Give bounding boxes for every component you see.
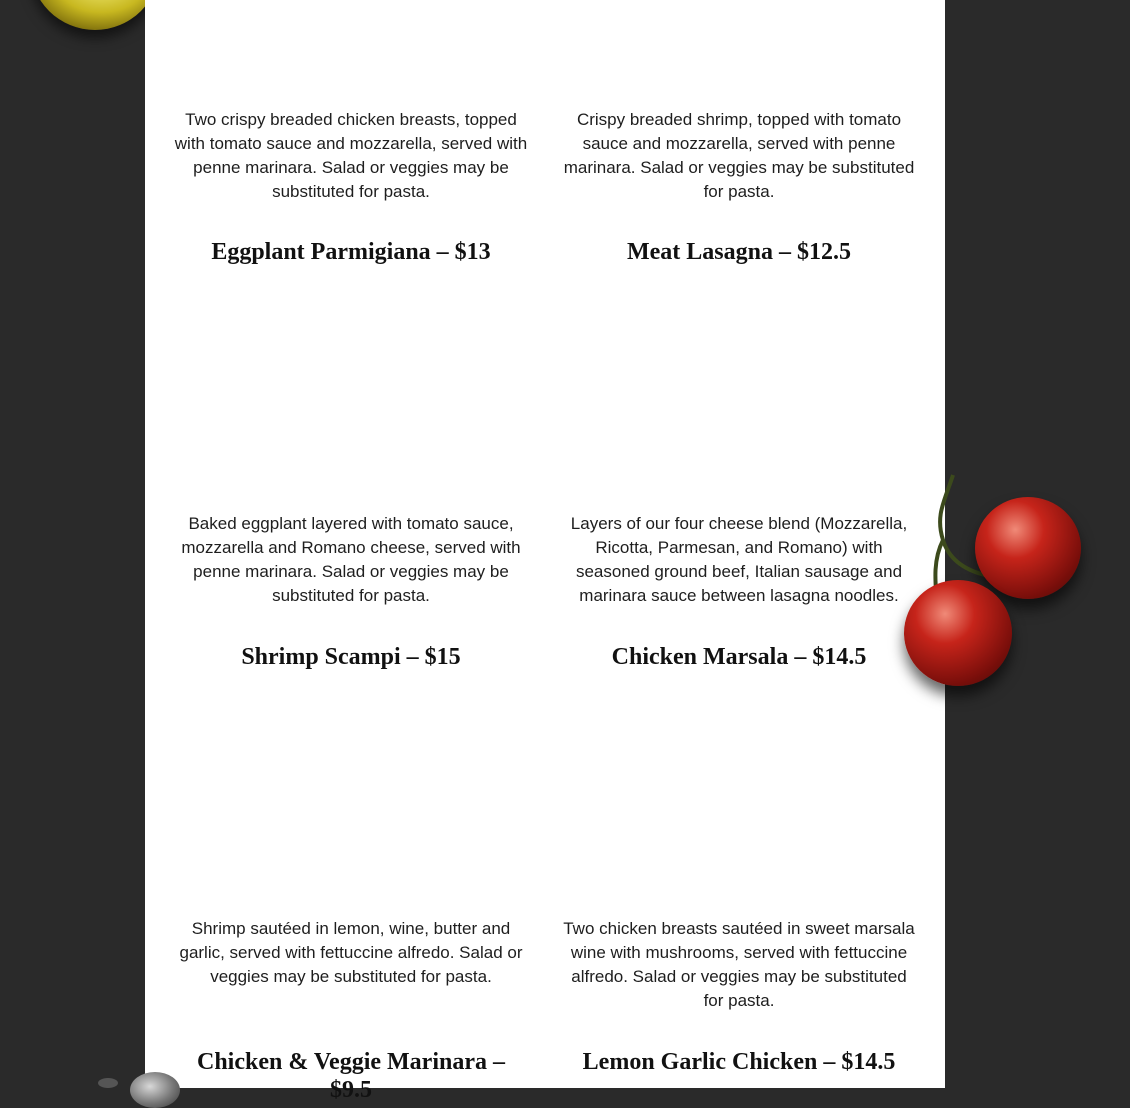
olive-oil-bowl-icon	[30, 0, 160, 30]
menu-item-title: Chicken Marsala – $14.5	[611, 644, 867, 670]
menu-item-description: Shrimp sautéed in lemon, wine, butter and garlic, served with fettuccine alfredo. Salad or veggies may be substituted for pasta.	[179, 919, 523, 986]
tomato-icon	[975, 497, 1081, 599]
menu-item-description: Layers of our four cheese blend (Mozzarella, Ricotta, Parmesan, and Romano) with seasoned ground beef, Italian sausage and marinara sauce between lasagna noodles.	[570, 514, 908, 605]
menu-item-description: Crispy breaded shrimp, topped with tomato sauce and mozzarella, served with penne marinara. Salad or veggies may be substituted for pasta.	[563, 110, 915, 201]
menu-page	[145, 0, 945, 1103]
menu-item-title: Shrimp Scampi – $15	[241, 644, 461, 670]
menu-item-title: Meat Lasagna – $12.5	[627, 239, 851, 265]
menu-item-description: Two crispy breaded chicken breasts, topped with tomato sauce and mozzarella, served with penne marinara. Salad or veggies may be substituted for pasta.	[174, 110, 528, 201]
menu-item-description: Baked eggplant layered with tomato sauce, mozzarella and Romano cheese, served with penne marinara. Salad or veggies may be substituted for pasta.	[181, 514, 521, 605]
menu-item-description: Two chicken breasts sautéed in sweet marsala wine with mushrooms, served with fettuccine alfredo. Salad or veggies may be substituted for pasta.	[563, 919, 915, 1010]
menu-item-title: Lemon Garlic Chicken – $14.5	[582, 1049, 896, 1075]
menu-item-title: Chicken & Veggie Marinara – $9.5	[197, 1049, 505, 1103]
menu-item-title: Eggplant Parmigiana – $13	[211, 239, 491, 265]
pepper-flake-icon	[98, 1078, 118, 1088]
tomato-icon	[904, 580, 1012, 686]
spoon-icon	[130, 1072, 180, 1108]
